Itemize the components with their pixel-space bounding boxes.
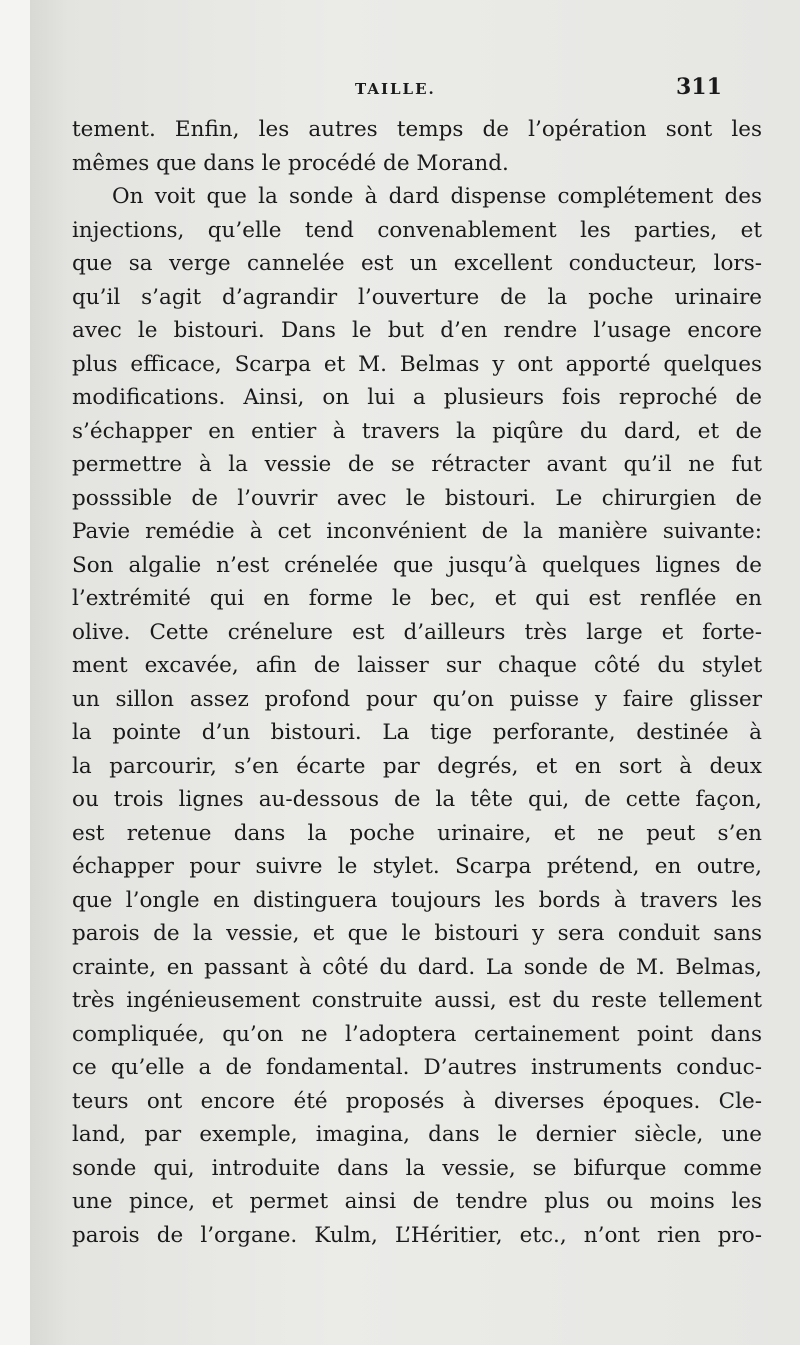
- text-line: s’échapper en entier à travers la piqûre du dard, et de: [72, 418, 762, 444]
- text-line: parois de la vessie, et que le bistouri y sera conduit sans: [72, 921, 762, 946]
- text-line: olive. Cette crénelure est d’ailleurs très large et forte-: [72, 619, 762, 645]
- text-line: la pointe d’un bistouri. La tige perforante, destinée à: [72, 720, 762, 745]
- text-line: permettre à la vessie de se rétracter avant qu’il ne fut: [72, 452, 762, 477]
- text-line: que l’ongle en distinguera toujours les bords à travers les: [72, 887, 762, 913]
- text-line: très ingénieusement construite aussi, est du reste tellement: [72, 988, 762, 1013]
- text-line: modifications. Ainsi, on lui a plusieurs fois reproché de: [72, 385, 762, 410]
- text-line: un sillon assez profond pour qu’on puisse y faire glisser: [72, 686, 762, 712]
- text-line: ment excavée, afin de laisser sur chaque côté du stylet: [72, 653, 762, 678]
- text-line: parois de l’organe. Kulm, L’Héritier, etc., n’ont rien pro-: [72, 1222, 762, 1248]
- text-line: est retenue dans la poche urinaire, et ne peut s’en: [72, 820, 762, 846]
- text-line: teurs ont encore été proposés à diverses époques. Cle-: [72, 1088, 762, 1114]
- text-line: qu’il s’agit d’agrandir l’ouverture de la poche urinaire: [72, 284, 762, 310]
- text-line: compliquée, qu’on ne l’adoptera certainement point dans: [72, 1021, 762, 1047]
- text-line: ou trois lignes au-dessous de la tête qui, de cette façon,: [72, 787, 762, 812]
- text-line: tement. Enfin, les autres temps de l’opération sont les: [72, 117, 762, 142]
- book-page: [30, 0, 800, 1345]
- text-line: avec le bistouri. Dans le but d’en rendre l’usage encore: [72, 318, 762, 343]
- text-line: plus efficace, Scarpa et M. Belmas y ont apporté quelques: [72, 351, 762, 377]
- body-text: [72, 113, 762, 1252]
- text-line: que sa verge cannelée est un excellent conducteur, lors-: [72, 251, 762, 276]
- running-head: [30, 74, 800, 104]
- text-line: injections, qu’elle tend convenablement les parties, et: [72, 217, 762, 243]
- text-line: l’extrémité qui en forme le bec, et qui est renflée en: [72, 586, 762, 611]
- text-line: ce qu’elle a de fondamental. D’autres instruments conduc-: [72, 1055, 762, 1080]
- text-line: échapper pour suivre le stylet. Scarpa prétend, en outre,: [72, 854, 762, 879]
- page-number: 311: [676, 74, 722, 100]
- text-line: On voit que la sonde à dard dispense complétement des: [112, 184, 762, 209]
- text-line: posssible de l’ouvrir avec le bistouri. Le chirurgien de: [72, 485, 762, 511]
- text-line: la parcourir, s’en écarte par degrés, et en sort à deux: [72, 753, 762, 779]
- text-line: une pince, et permet ainsi de tendre plus ou moins les: [72, 1189, 762, 1214]
- running-title: TAILLE.: [355, 80, 436, 98]
- text-line: crainte, en passant à côté du dard. La sonde de M. Belmas,: [72, 954, 762, 980]
- scan-margin: [0, 0, 30, 1345]
- text-line: land, par exemple, imagina, dans le dernier siècle, une: [72, 1122, 762, 1147]
- text-line: Son algalie n’est crénelée que jusqu’à quelques lignes de: [72, 552, 762, 578]
- text-line: sonde qui, introduite dans la vessie, se bifurque comme: [72, 1155, 762, 1181]
- text-line: mêmes que dans le procédé de Morand.: [72, 150, 509, 176]
- text-line: Pavie remédie à cet inconvénient de la manière suivante:: [72, 519, 762, 544]
